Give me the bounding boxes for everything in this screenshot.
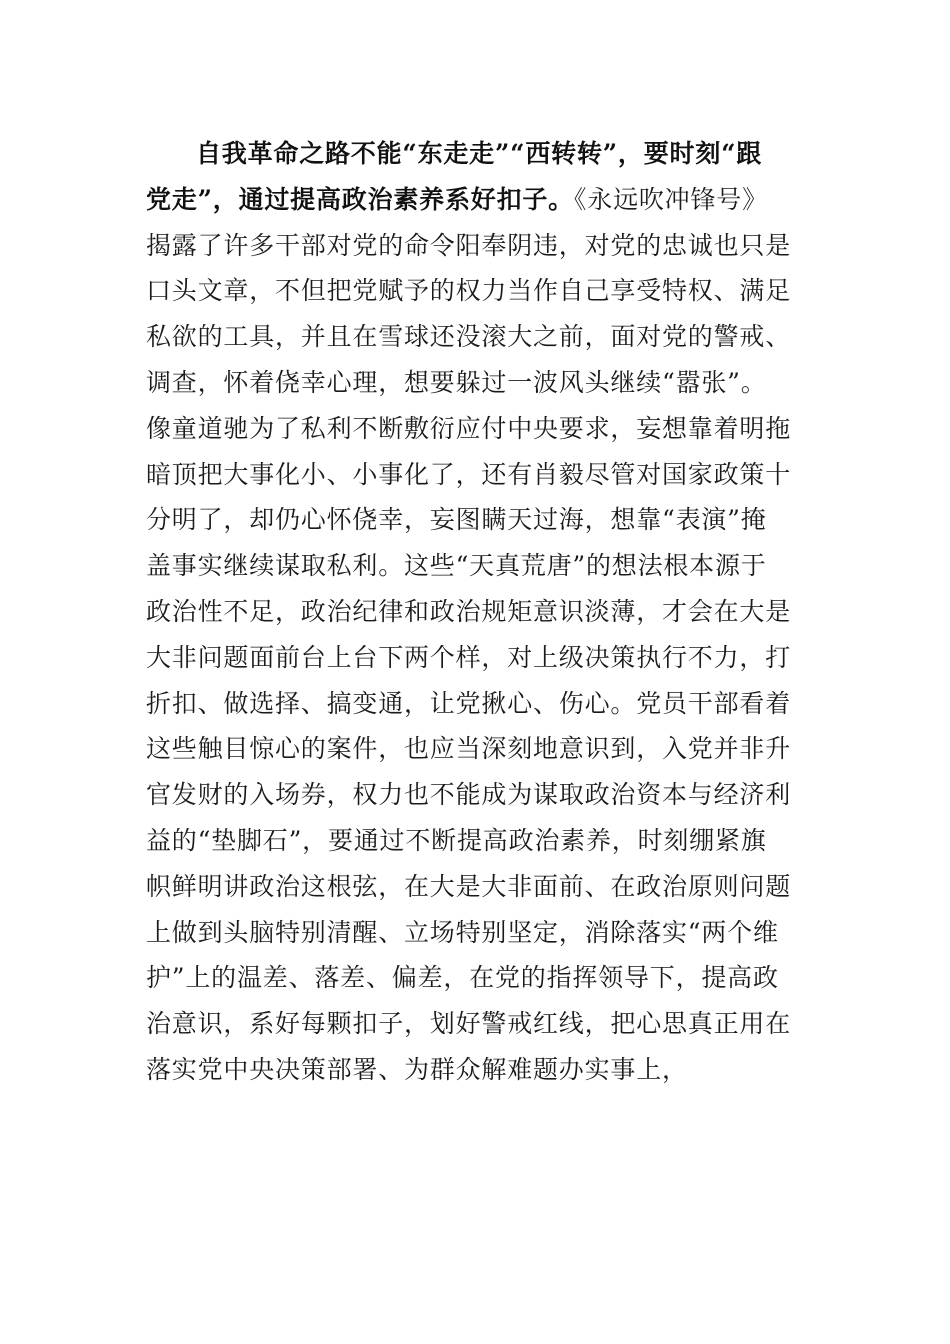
text-segment: 政治性不足，政治纪律和政治规矩意识淡薄，才会在大是: [146, 596, 792, 626]
text-line: [146, 772, 806, 818]
text-line: [146, 681, 806, 727]
text-segment: 折扣、做选择、搞变通，让党揪心、伤心。党员干部看着: [146, 688, 792, 718]
text-line: [146, 910, 806, 956]
text-segment: 像童道驰为了私利不断敷衍应付中央要求，妄想靠着明拖: [146, 413, 792, 443]
text-segment: 《永远吹冲锋号》: [573, 184, 768, 214]
text-line: [146, 223, 806, 269]
text-line: [146, 452, 806, 498]
text-line: [146, 955, 806, 1001]
bold-text-segment: 自我革命之路不能“东走走”“西转转”，要时刻“跟: [196, 139, 763, 168]
text-segment: 大非问题面前台上台下两个样，对上级决策执行不力，打: [146, 642, 792, 672]
text-segment: 帜鲜明讲政治这根弦，在大是大非面前、在政治原则问题: [146, 871, 792, 901]
text-segment: 治意识，系好每颗扣子，划好警戒红线，把心思真正用在: [146, 1009, 792, 1039]
text-line: [146, 543, 806, 589]
text-segment: 这些触目惊心的案件，也应当深刻地意识到，入党并非升: [146, 734, 792, 764]
text-line: [146, 726, 806, 772]
text-line: [146, 314, 806, 360]
text-line: [146, 360, 806, 406]
text-segment: 揭露了许多干部对党的命令阳奉阴违，对党的忠诚也只是: [146, 230, 792, 260]
text-line: [146, 635, 806, 681]
text-segment: 分明了，却仍心怀侥幸，妄图瞒天过海，想靠“表演”掩: [146, 505, 767, 535]
body-paragraph: [146, 131, 806, 1093]
text-segment: 护”上的温差、落差、偏差，在党的指挥领导下，提高政: [146, 963, 779, 993]
text-segment: 上做到头脑特别清醒、立场特别坚定，消除落实“两个维: [146, 917, 779, 947]
text-line: [146, 268, 806, 314]
text-segment: 益的“垫脚石”，要通过不断提高政治素养，时刻绷紧旗: [146, 825, 767, 855]
text-segment: 盖事实继续谋取私利。这些“天真荒唐”的想法根本源于: [146, 551, 767, 581]
text-line: [146, 406, 806, 452]
text-line: [146, 131, 806, 177]
text-segment: 官发财的入场券，权力也不能成为谋取政治资本与经济利: [146, 780, 792, 810]
text-line: [146, 1047, 806, 1093]
text-segment: 暗顶把大事化小、小事化了，还有肖毅尽管对国家政策十: [146, 459, 792, 489]
text-segment: 私欲的工具，并且在雪球还没滚大之前，面对党的警戒、: [146, 322, 792, 352]
text-segment: 口头文章，不但把党赋予的权力当作自己享受特权、满足: [146, 276, 792, 306]
bold-text-segment: 党走”，通过提高政治素养系好扣子。: [146, 184, 574, 214]
text-line: [146, 1001, 806, 1047]
text-line: [146, 818, 806, 864]
text-segment: 落实党中央决策部署、为群众解难题办实事上，: [146, 1054, 688, 1084]
text-line: [146, 589, 806, 635]
text-line: [146, 497, 806, 543]
text-line: [146, 864, 806, 910]
text-line: [146, 177, 806, 223]
text-segment: 调查，怀着侥幸心理，想要躲过一波风头继续“嚣张”。: [146, 367, 767, 397]
